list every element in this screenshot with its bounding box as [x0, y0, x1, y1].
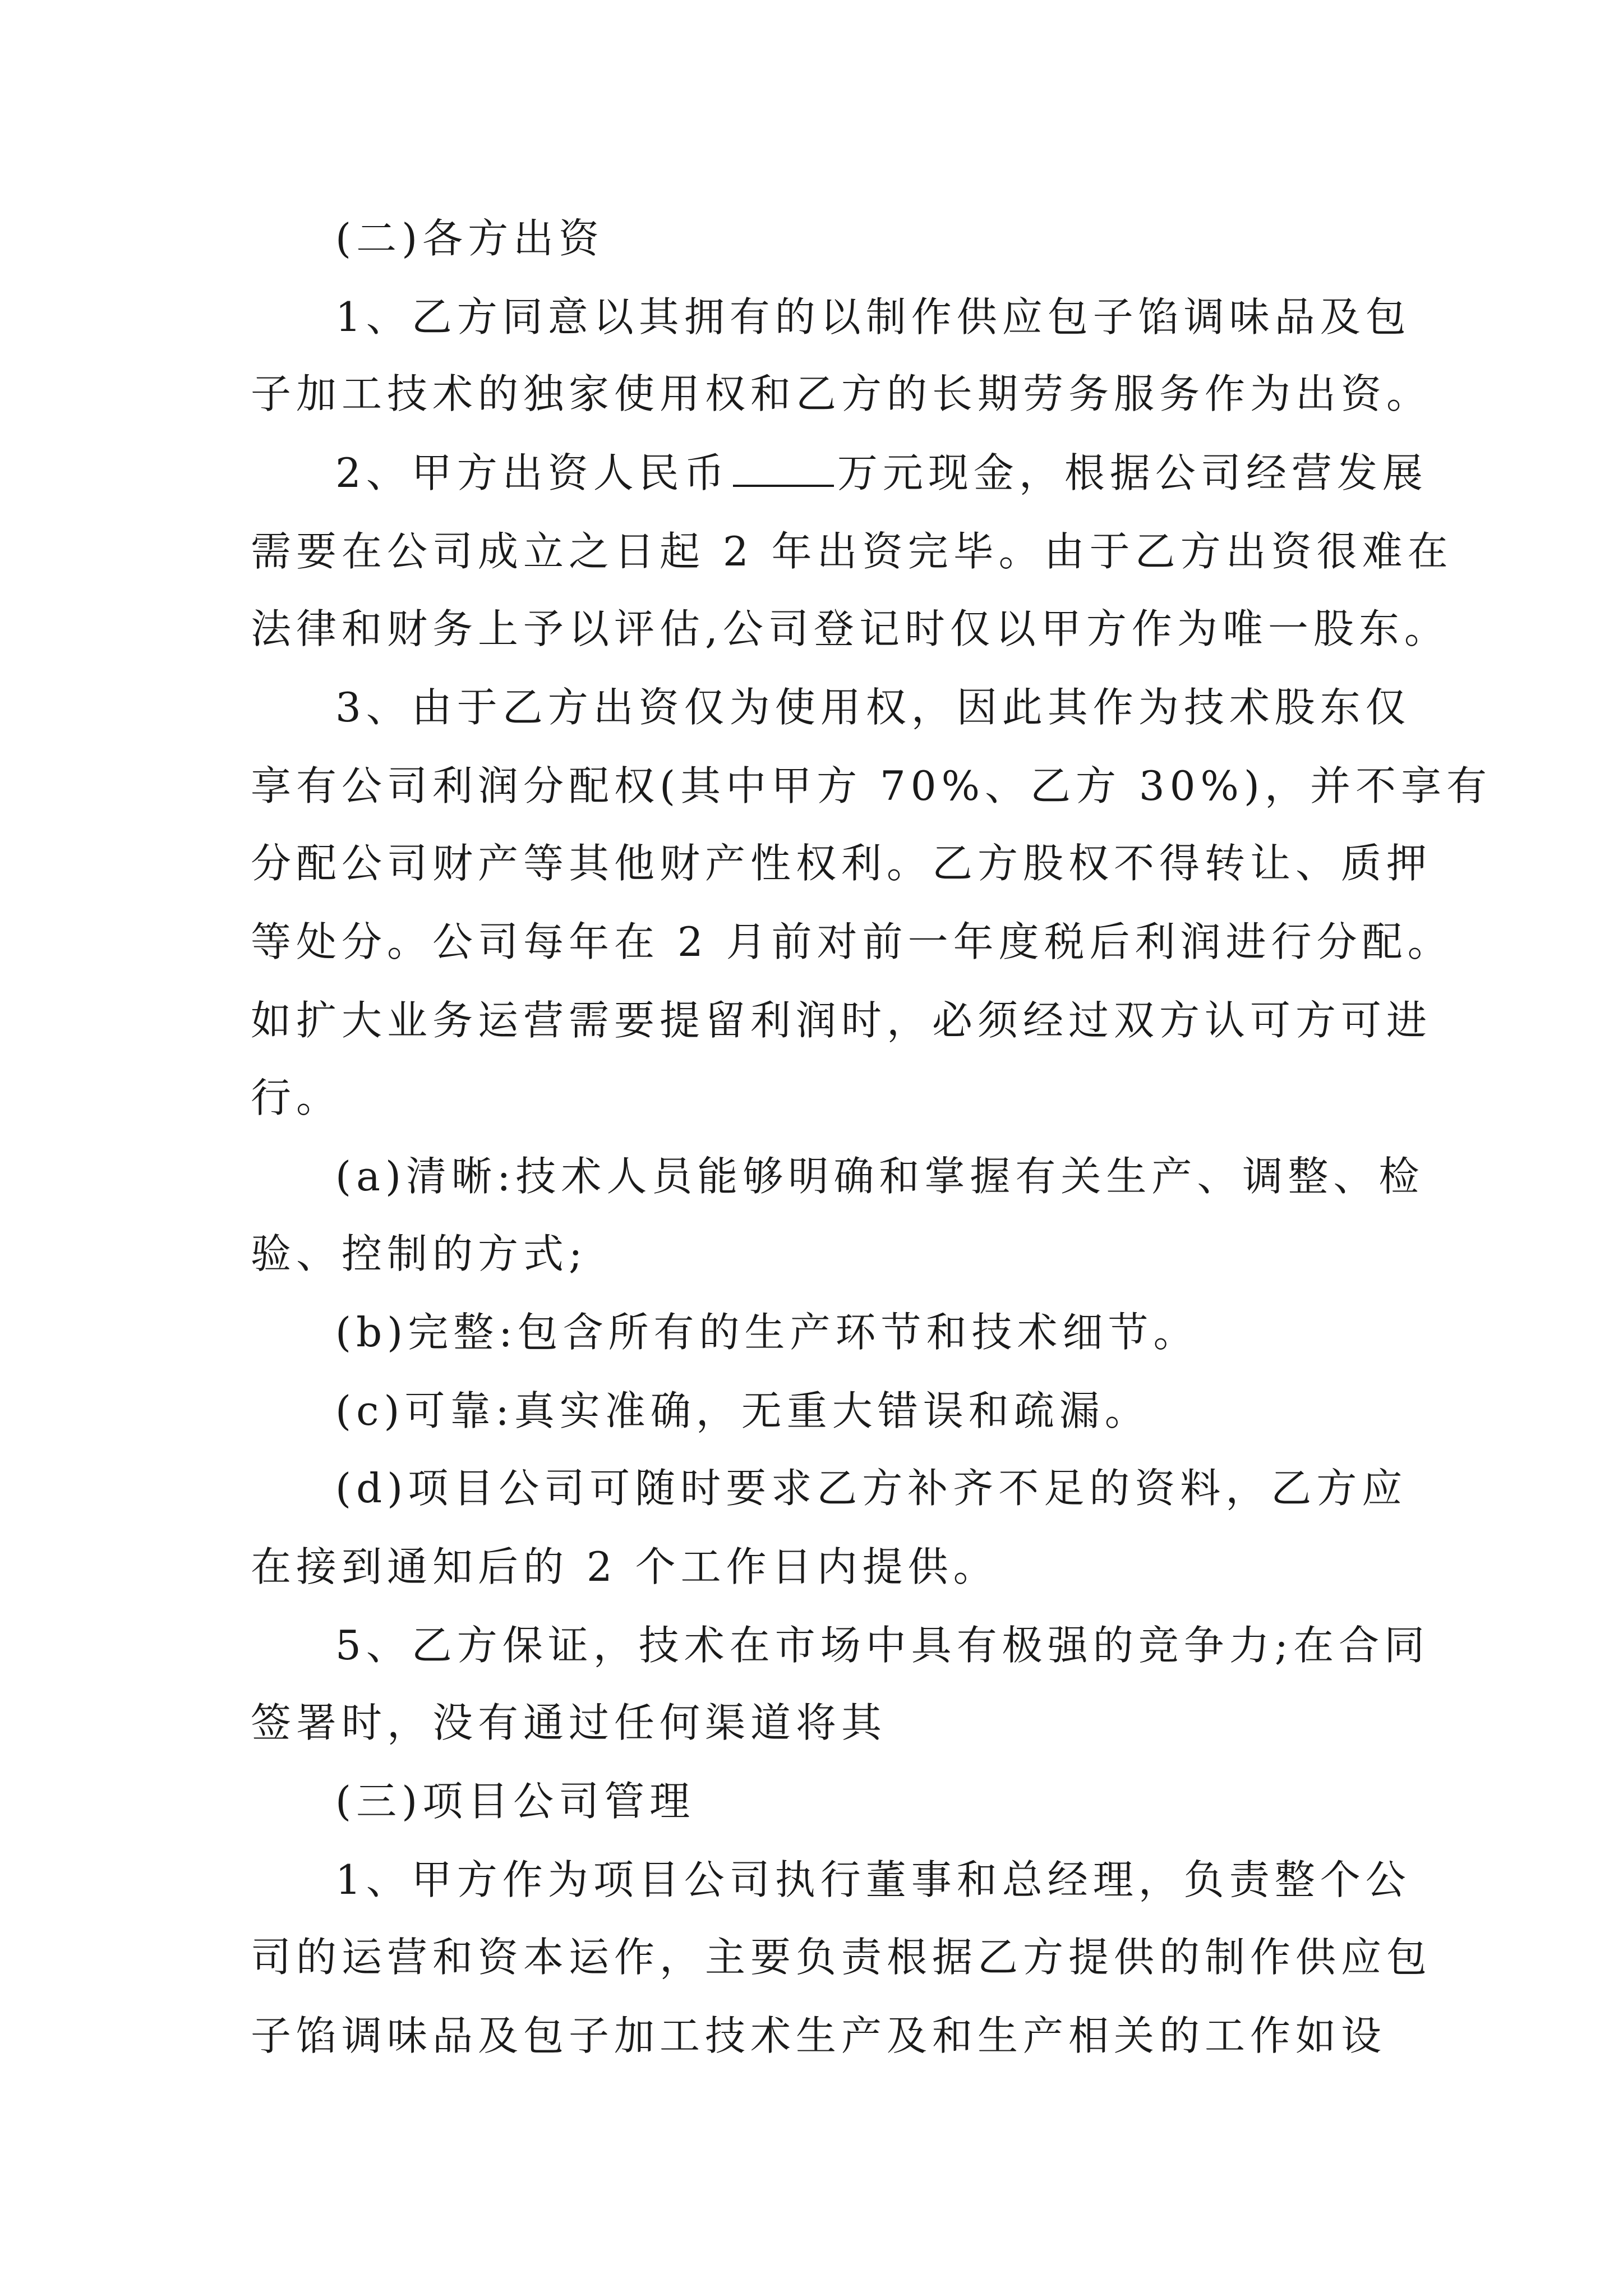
paragraph-line: 需要在公司成立之日起 2 年出资完毕。由于乙方出资很难在	[251, 528, 1453, 575]
paragraph-line: 行。	[251, 1074, 342, 1121]
paragraph-line: 1、甲方作为项目公司执行董事和总经理，负责整个公	[335, 1856, 1411, 1903]
paragraph-line: 享有公司利润分配权(其中甲方 70%、乙方 30%)，并不享有	[251, 762, 1492, 809]
paragraph-line: 验、控制的方式;	[251, 1230, 588, 1277]
paragraph-line: 如扩大业务运营需要提留利润时，必须经过双方认可方可进	[251, 997, 1432, 1044]
paragraph-line: (a)清晰:技术人员能够明确和掌握有关生产、调整、检	[335, 1153, 1424, 1200]
paragraph-line-with-blank	[335, 445, 1428, 501]
section-heading-company-management: (三)项目公司管理	[335, 1778, 695, 1825]
section-heading-capital-contribution: (二)各方出资	[335, 215, 605, 262]
paragraph-line: (d)项目公司可随时要求乙方补齐不足的资料，乙方应	[335, 1465, 1408, 1512]
paragraph-line: (c)可靠:真实准确，无重大错误和疏漏。	[335, 1387, 1150, 1434]
amount-blank-underline	[733, 450, 834, 487]
paragraph-line: 1、乙方同意以其拥有的以制作供应包子馅调味品及包	[335, 293, 1411, 341]
paragraph-line: 5、乙方保证，技术在市场中具有极强的竞争力;在合同	[335, 1622, 1430, 1669]
paragraph-line: 等处分。公司每年在 2 月前对前一年度税后利润进行分配。	[251, 918, 1453, 965]
paragraph-line: 3、由于乙方出资仅为使用权，因此其作为技术股东仅	[335, 684, 1411, 731]
paragraph-text: 2、甲方出资人民币	[335, 449, 730, 496]
paragraph-line: 在接到通知后的 2 个工作日内提供。	[251, 1543, 999, 1590]
paragraph-line: 签署时，没有通过任何渠道将其	[251, 1699, 887, 1746]
paragraph-line: 司的运营和资本运作，主要负责根据乙方提供的制作供应包	[251, 1934, 1432, 1981]
paragraph-line: 法律和财务上予以评估,公司登记时仅以甲方作为唯一股东。	[251, 605, 1450, 652]
paragraph-text: 万元现金，根据公司经营发展	[837, 449, 1428, 496]
paragraph-line: (b)完整:包含所有的生产环节和技术细节。	[335, 1309, 1199, 1356]
paragraph-line: 分配公司财产等其他财产性权利。乙方股权不得转让、质押	[251, 840, 1432, 887]
paragraph-line: 子馅调味品及包子加工技术生产及和生产相关的工作如设	[251, 2012, 1387, 2059]
paragraph-line: 子加工技术的独家使用权和乙方的长期劳务服务作为出资。	[251, 370, 1432, 417]
